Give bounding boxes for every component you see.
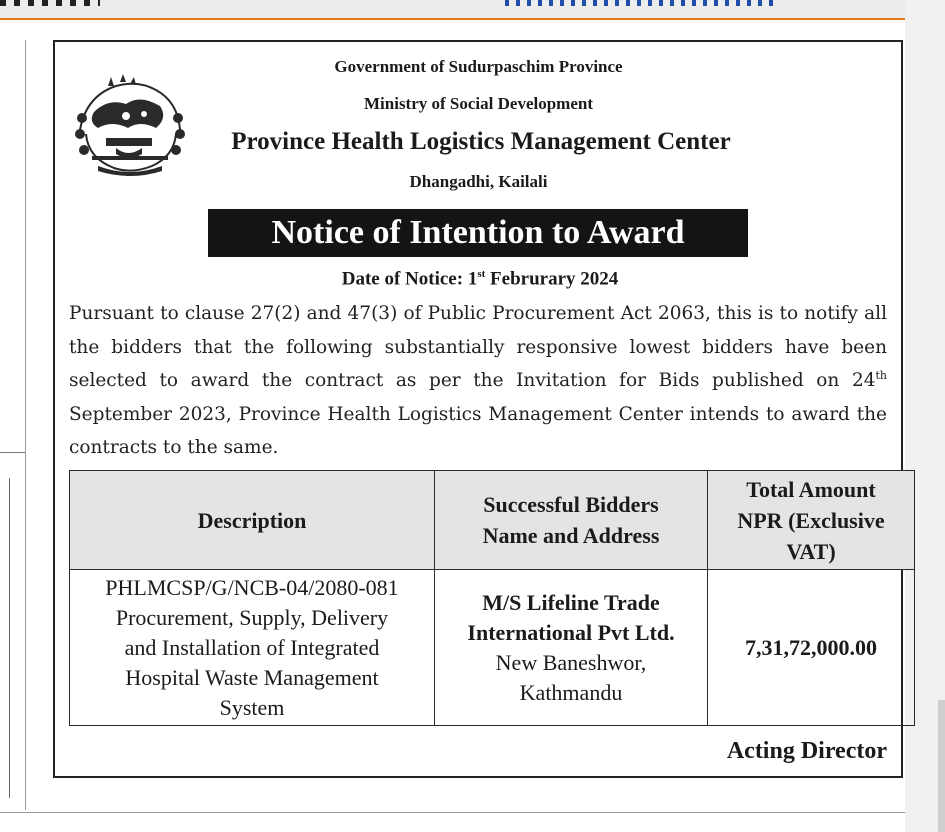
notice-date-ordinal: st [477, 268, 486, 280]
nepal-emblem-icon [68, 72, 190, 180]
award-table [69, 470, 915, 726]
notice-date-prefix: Date of Notice: 1 [341, 268, 478, 290]
header-amount-line: VAT) [786, 538, 836, 564]
description-line: Hospital Waste Management [125, 664, 379, 690]
header-amount-line: NPR (Exclusive [737, 507, 885, 533]
signatory-title: Acting Director [726, 738, 887, 764]
table-row [70, 570, 915, 726]
page-edge-shadow [938, 700, 945, 832]
masthead-fragment [0, 0, 100, 6]
bidder-name-line: M/S Lifeline Trade [482, 589, 660, 615]
bidder-address-line: Kathmandu [519, 679, 623, 705]
bidder-address-line: New Baneshwor, [495, 649, 647, 675]
bidder-cell [435, 570, 708, 726]
page-bottom-rule [0, 812, 905, 813]
description-line: and Installation of Integrated [124, 634, 380, 660]
adjacent-column-box [0, 478, 10, 798]
location-heading: Dhangadhi, Kailali [409, 172, 548, 191]
government-heading: Government of Sudurpaschim Province [334, 57, 623, 76]
header-amount-line: Total Amount [746, 476, 876, 502]
header-bidder-line: Successful Bidders [483, 492, 659, 517]
bidder-name-line: International Pvt Ltd. [467, 619, 675, 645]
notice-body-part2: September 2023, Province Health Logistics Management Center intends to award the contracts to the same. [69, 403, 887, 458]
header-bidder-line: Name and Address [482, 523, 660, 548]
header-bidder [435, 471, 708, 570]
amount-cell: 7,31,72,000.00 [708, 570, 915, 726]
header-amount [708, 471, 915, 570]
center-name-heading: Province Health Logistics Management Center [231, 128, 731, 155]
newspaper-top-strip [0, 0, 905, 20]
description-line: System [219, 694, 285, 720]
masthead-script-fragment [505, 0, 780, 6]
notice-body-paragraph [69, 297, 887, 465]
description-line: PHLMCSP/G/NCB-04/2080-081 [105, 574, 399, 600]
notice-date [0, 268, 945, 290]
notice-date-rest: Februrary 2024 [485, 268, 619, 290]
table-header-row [70, 471, 915, 570]
header-description: Description [70, 471, 435, 570]
notice-title-banner: Notice of Intention to Award [208, 209, 748, 257]
description-line: Procurement, Supply, Delivery [115, 604, 389, 630]
ministry-heading: Ministry of Social Development [364, 94, 593, 113]
description-cell [70, 570, 435, 726]
adjacent-column-rule [0, 452, 25, 453]
notice-body-part1: Pursuant to clause 27(2) and 47(3) of Public Procurement Act 2063, this is to notify all the bidders that the following substantially responsive lowest bidders have been selected to award the contract as per the Invitation for Bids published on 24 [69, 303, 887, 391]
notice-body-ordinal: th [875, 368, 887, 382]
